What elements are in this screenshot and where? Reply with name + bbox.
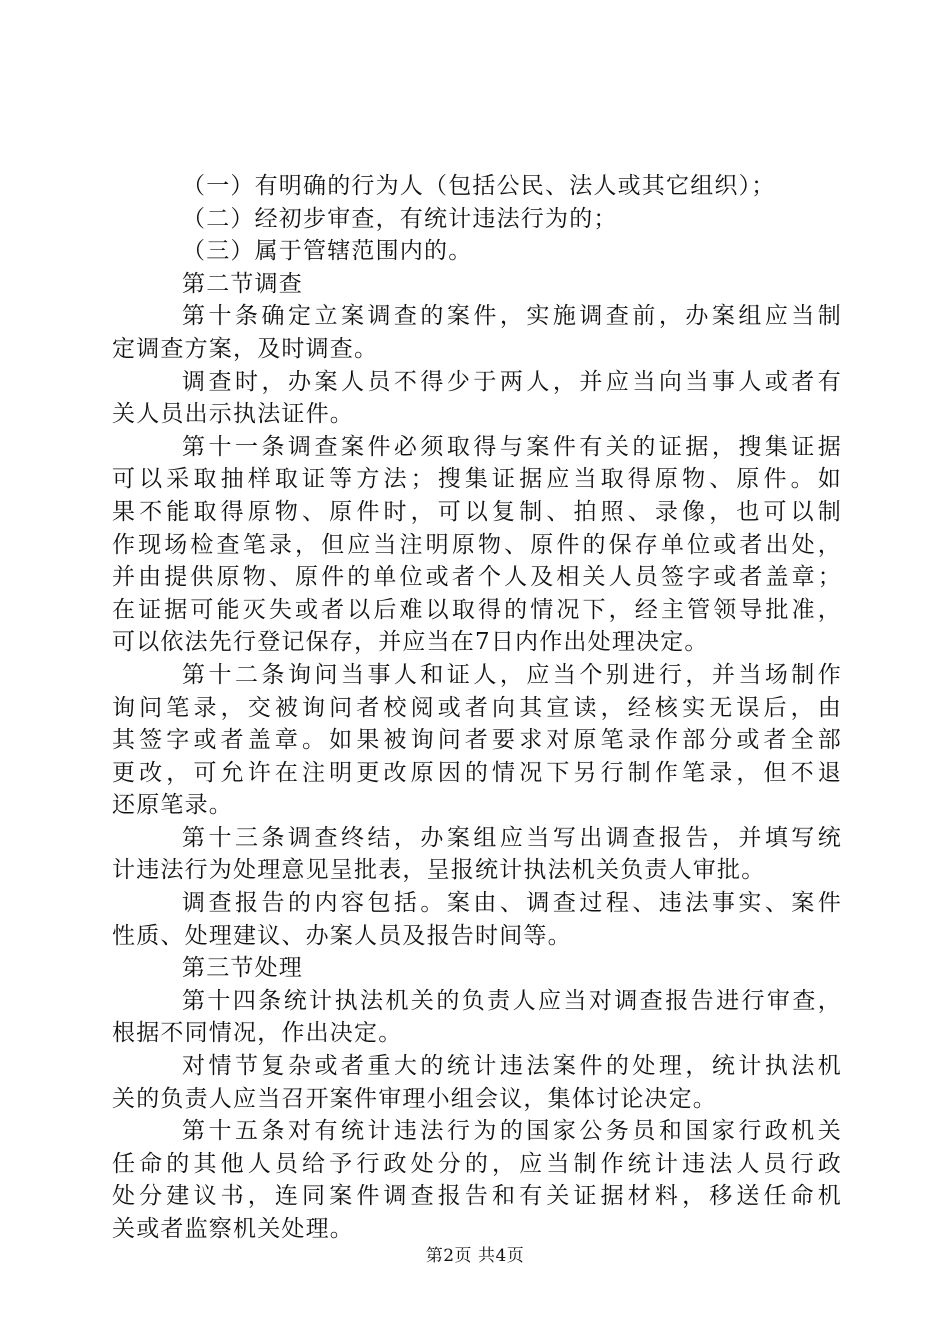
text-line: 询问笔录，交被询问者校阅或者向其宣读，经核实无误后，由: [112, 694, 842, 721]
text-line: 第十三条调查终结，办案组应当写出调查报告，并填写统: [182, 824, 842, 851]
text-line: 第十二条询问当事人和证人，应当个别进行，并当场制作: [182, 661, 842, 688]
text-line: 第十五条对有统计违法行为的国家公务员和国家行政机关: [182, 1118, 842, 1145]
text-line: 第十四条统计执法机关的负责人应当对调查报告进行审查，: [182, 987, 842, 1014]
section-heading: 第二节调查: [182, 270, 303, 297]
text-line: 性质、处理建议、办案人员及报告时间等。: [112, 922, 572, 949]
text-line: 可以依法先行登记保存，并应当在7日内作出处理决定。: [112, 629, 709, 656]
text-line: 第十条确定立案调查的案件，实施调查前，办案组应当制: [182, 303, 842, 330]
text-line: 并由提供原物、原件的单位或者个人及相关人员签字或者盖章；: [112, 564, 842, 591]
text-line: （二）经初步审查，有统计违法行为的；: [182, 205, 618, 232]
section-heading: 第三节处理: [182, 955, 303, 982]
text-line: （一）有明确的行为人（包括公民、法人或其它组织）；: [182, 173, 776, 199]
text-line: 对情节复杂或者重大的统计违法案件的处理，统计执法机: [182, 1053, 842, 1080]
text-line: 在证据可能灭失或者以后难以取得的情况下，经主管领导批准，: [112, 596, 842, 623]
text-line: 计违法行为处理意见呈批表，呈报统计执法机关负责人审批。: [112, 857, 766, 884]
text-line: 根据不同情况，作出决定。: [112, 1020, 403, 1047]
text-line: 任命的其他人员给予行政处分的，应当制作统计违法人员行政: [112, 1150, 842, 1177]
text-line: 作现场检查笔录，但应当注明原物、原件的保存单位或者出处，: [112, 531, 842, 558]
text-line: 关或者监察机关处理。: [112, 1216, 354, 1242]
text-line: 其签字或者盖章。如果被询问者要求对原笔录作部分或者全部: [112, 727, 842, 754]
text-line: 还原笔录。: [112, 792, 233, 819]
text-line: 调查报告的内容包括。案由、调查过程、违法事实、案件: [182, 890, 842, 917]
text-line: 定调查方案，及时调查。: [112, 335, 379, 362]
text-line: 处分建议书，连同案件调查报告和有关证据材料，移送任命机: [112, 1183, 842, 1210]
document-body: [112, 170, 842, 1246]
text-line: 果不能取得原物、原件时，可以复制、拍照、录像，也可以制: [112, 498, 842, 525]
text-line: 关人员出示执法证件。: [112, 401, 354, 428]
text-line: 更改，可允许在注明更改原因的情况下另行制作笔录，但不退: [112, 759, 842, 786]
text-line: 调查时，办案人员不得少于两人，并应当向当事人或者有: [182, 368, 842, 395]
text-line: （三）属于管辖范围内的。: [182, 238, 473, 265]
page-number-footer: 第2页 共4页: [425, 1246, 525, 1266]
text-line: 关的负责人应当召开案件审理小组会议，集体讨论决定。: [112, 1085, 717, 1112]
text-line: 可以采取抽样取证等方法；搜集证据应当取得原物、原件。如: [112, 466, 842, 493]
text-line: 第十一条调查案件必须取得与案件有关的证据，搜集证据: [182, 433, 842, 460]
